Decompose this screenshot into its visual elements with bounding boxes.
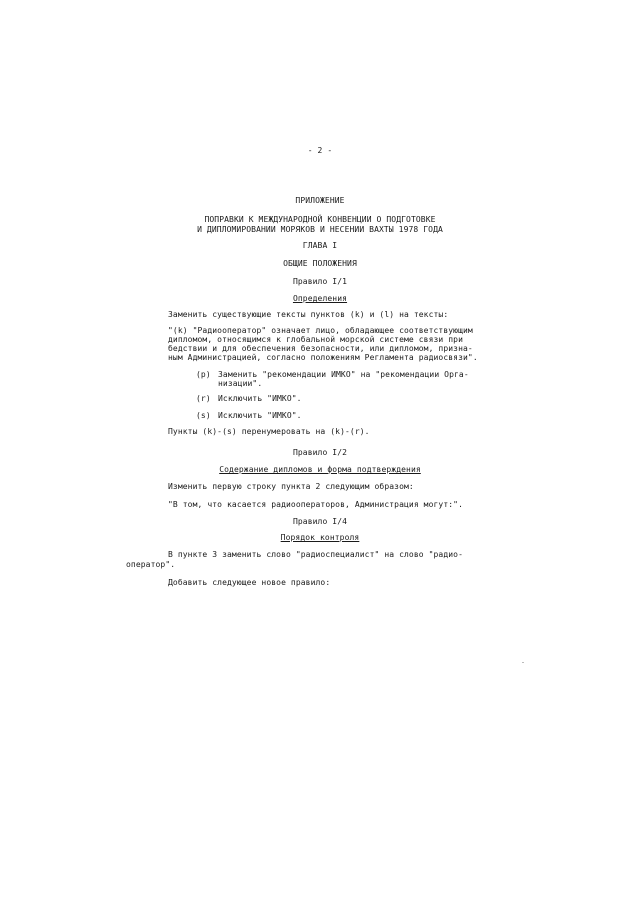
- annex-title: ПРИЛОЖЕНИЕ: [295, 196, 345, 205]
- rule-1-2-heading: Правило I/2: [292, 448, 348, 457]
- rule-1-1-quote-line-2: дипломом, относящимся к глобальной морской системе связи при: [168, 335, 463, 344]
- renumber-note: Пункты (k)-(s) перенумеровать на (k)-(r).: [168, 427, 370, 436]
- document-title-line-1: ПОПРАВКИ К МЕЖДУНАРОДНОЙ КОНВЕНЦИИ О ПОДГОТОВКЕ: [204, 215, 436, 224]
- item-p-label: (p): [196, 370, 211, 379]
- item-p-text-line-2: низации".: [218, 379, 263, 388]
- rule-1-2-subheading: Содержание дипломов и форма подтверждения: [219, 465, 421, 474]
- add-rule-note: Добавить следующее новое правило:: [168, 578, 331, 587]
- rule-1-2-quote: "В том, что касается радиооператоров, Администрация могут:".: [168, 500, 463, 509]
- rule-1-1-heading: Правило I/1: [292, 277, 348, 286]
- page-number: - 2 -: [307, 146, 333, 155]
- chapter-title: ОБЩИЕ ПОЛОЖЕНИЯ: [283, 259, 357, 268]
- rule-1-1-quote-line-4: ным Администрацией, согласно положениям Регламента радиосвязи".: [168, 353, 478, 362]
- scan-speck: [522, 662, 524, 663]
- rule-1-4-heading: Правило I/4: [292, 517, 348, 526]
- item-p-text-line-1: Заменить "рекомендации ИМКО" на "рекомендации Орга-: [218, 370, 469, 379]
- rule-1-1-quote-line-1: "(k) "Радиооператор" означает лицо, обладающее соответствующим: [168, 326, 473, 335]
- item-s-text: Исключить "ИМКО".: [218, 411, 302, 420]
- item-r-text: Исключить "ИМКО".: [218, 394, 302, 403]
- rule-1-4-text-line-1: В пункте 3 заменить слово "радиоспециалист" на слово "радио-: [168, 550, 463, 559]
- item-s-label: (s): [196, 411, 211, 420]
- rule-1-4-text-line-2: оператор".: [126, 560, 176, 569]
- document-title-line-2: И ДИПЛОМИРОВАНИИ МОРЯКОВ И НЕСЕНИИ ВАХТЫ 1978 ГОДА: [197, 225, 443, 234]
- rule-1-1-quote-line-3: бедствии и для обеспечения безопасности, или дипломом, призна-: [168, 344, 473, 353]
- rule-1-1-intro: Заменить существующие тексты пунктов (k) и (l) на тексты:: [168, 310, 449, 319]
- item-r-label: (r): [196, 394, 211, 403]
- rule-1-2-intro: Изменить первую строку пункта 2 следующим образом:: [168, 482, 414, 491]
- chapter-heading: ГЛАВА I: [302, 241, 338, 250]
- rule-1-4-subheading: Порядок контроля: [280, 533, 360, 542]
- rule-1-1-subheading: Определения: [292, 294, 348, 303]
